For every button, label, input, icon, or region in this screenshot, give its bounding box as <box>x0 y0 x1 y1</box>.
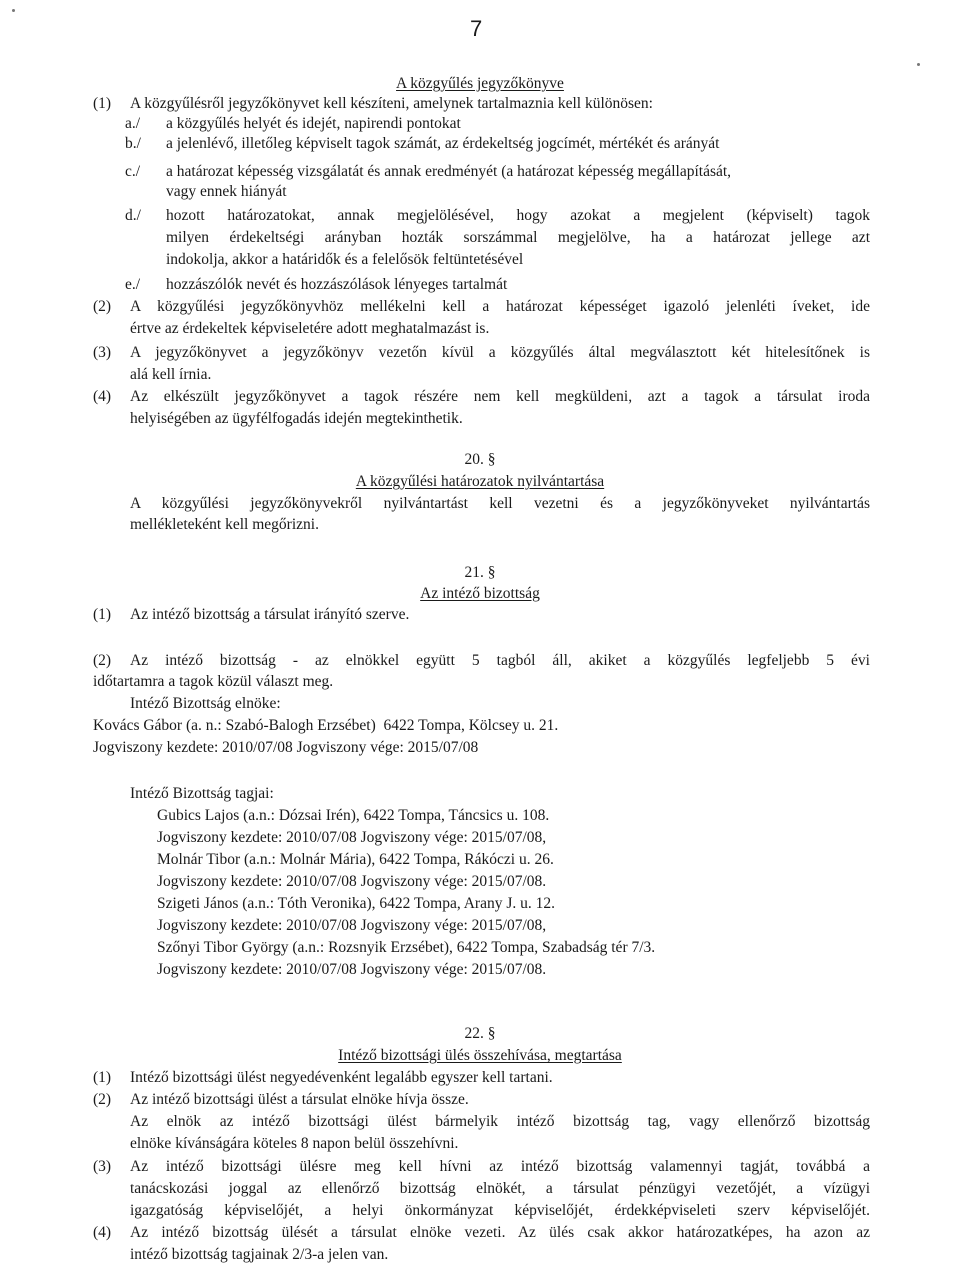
section-title: Az intéző bizottság <box>420 585 540 602</box>
paragraph-number: (2) <box>93 1091 112 1108</box>
paragraph-number: (4) <box>93 388 112 405</box>
paragraph-text: A közgyűlésről jegyzőkönyvet kell készíteni, amelynek tartalmaznia kell különösen: <box>130 95 653 112</box>
paragraph-text: tanácskozási joggal az ellenőrző bizottság elnökét, a társulat pénzügyi vezetőjét, a vízügyi <box>130 1180 870 1197</box>
scan-speck <box>12 9 15 12</box>
member-line: Szigeti János (a.n.: Tóth Veronika), 6422 Tompa, Arany J. u. 12. <box>157 895 555 912</box>
list-item-text: milyen érdekeltségi arányban hozták sorszámmal megjelölve, ha a határozat jellege azt <box>166 229 870 246</box>
list-item-text: hozott határozatokat, annak megjelölésével, hogy azokat a megjelent (képviselt) tagok <box>166 207 870 224</box>
member-line: Jogviszony kezdete: 2010/07/08 Jogviszony vége: 2015/07/08. <box>157 873 547 890</box>
section-number: 20. § <box>464 451 496 468</box>
paragraph-text: igazgatóság képviselőjét, a helyi önkormányzat képviselőjét, érdekképviseleti szerv képviselőjét. <box>130 1202 870 1219</box>
member-line: Jogviszony kezdete: 2010/07/08 Jogviszony vége: 2015/07/08. <box>157 961 547 978</box>
section-title: Intéző bizottsági ülés összehívása, megtartása <box>338 1047 622 1064</box>
paragraph-text: Az intéző bizottsági ülésre meg kell hívni az intéző bizottság valamennyi tagját, továbbá a <box>130 1158 870 1175</box>
chair-label: Intéző Bizottság elnöke: <box>130 695 281 712</box>
page-number: 7 <box>470 16 483 41</box>
paragraph-number: (1) <box>93 95 112 112</box>
list-item-label: a./ <box>125 115 141 132</box>
paragraph-text: A közgyűlési jegyzőkönyvhöz mellékelni kell a határozat képességet igazoló jelenléti íveket, ide <box>130 298 870 315</box>
paragraph-text: értve az érdekeltek képviseletére adott meghatalmazást is. <box>130 320 490 337</box>
member-line: Molnár Tibor (a.n.: Molnár Mária), 6422 Tompa, Rákóczi u. 26. <box>157 851 554 868</box>
list-item-text: indokolja, akkor a határidők és a felelősök feltüntetésével <box>166 251 524 268</box>
paragraph-text: Az intéző bizottság ülését a társulat elnöke vezeti. Az ülés csak akkor határozatképes, ha azon az <box>130 1224 870 1241</box>
paragraph-text: helyiségében az ügyfélfogadás idején megtekinthetik. <box>130 410 463 427</box>
paragraph-number: (4) <box>93 1224 112 1241</box>
section-title: A közgyűlési határozatok nyilvántartása <box>355 473 605 490</box>
paragraph-text: Az elnök az intéző bizottsági ülést bármelyik intéző bizottság tag, vagy ellenőrző bizottság <box>130 1113 870 1130</box>
list-item-text: a jelenlévő, illetőleg képviselt tagok számát, az érdekeltség jogcímét, mértékét és arányát <box>166 135 720 152</box>
section-number: 21. § <box>464 564 496 581</box>
list-item-label: c./ <box>125 163 141 180</box>
list-item-text: a közgyűlés helyét és idejét, napirendi pontokat <box>166 115 461 132</box>
paragraph-text: mellékleteként kell megőrizni. <box>130 516 319 533</box>
list-item-text: a határozat képesség vizsgálatát és annak eredményét (a határozat képesség megállapítását, <box>166 163 732 180</box>
paragraph-number: (1) <box>93 606 112 623</box>
scan-speck <box>917 63 920 66</box>
list-item-label: b./ <box>125 135 141 152</box>
section-title-minutes: A közgyűlés jegyzőkönyve <box>396 75 564 92</box>
member-line: Jogviszony kezdete: 2010/07/08 Jogviszony vége: 2015/07/08, <box>157 917 547 934</box>
paragraph-text: elnöke kívánságára köteles 8 napon belül összehívni. <box>130 1135 459 1152</box>
paragraph-text: Intéző bizottsági ülést negyedévenként legalább egyszer kell tartani. <box>130 1069 553 1086</box>
paragraph-number: (2) <box>93 652 112 669</box>
paragraph-text: A közgyűlési jegyzőkönyvekről nyilvántartást kell vezetni és a jegyzőkönyveket nyilvántartás <box>130 495 870 512</box>
paragraph-number: (3) <box>93 1158 112 1175</box>
section-number: 22. § <box>464 1025 496 1042</box>
list-item-text: vagy ennek hiányát <box>166 183 287 200</box>
paragraph-text: Az elkészült jegyzőkönyvet a tagok részére nem kell megküldeni, azt a tagok a társulat iroda <box>130 388 870 405</box>
chair-term: Jogviszony kezdete: 2010/07/08 Jogviszony vége: 2015/07/08 <box>93 739 479 756</box>
chair-details: Kovács Gábor (a. n.: Szabó-Balogh Erzsébet) 6422 Tompa, Kölcsey u. 21. <box>93 717 559 734</box>
paragraph-number: (3) <box>93 344 112 361</box>
paragraph-number: (2) <box>93 298 112 315</box>
list-item-text: hozzászólók nevét és hozzászólások lényeges tartalmát <box>166 276 508 293</box>
paragraph-number: (1) <box>93 1069 112 1086</box>
paragraph-text: Az intéző bizottság a társulat irányító szerve. <box>130 606 410 623</box>
paragraph-text: A jegyzőkönyvet a jegyzőkönyv vezetőn kívül a közgyűlés által megválasztott két hitelesítőnek is <box>130 344 870 361</box>
member-line: Szőnyi Tibor György (a.n.: Rozsnyik Erzsébet), 6422 Tompa, Szabadság tér 7/3. <box>157 939 656 956</box>
list-item-label: d./ <box>125 207 141 224</box>
paragraph-text: Az intéző bizottság - az elnökkel együtt 5 tagból áll, akiket a közgyűlés legfeljebb 5 évi <box>130 652 870 669</box>
paragraph-text: időtartamra a tagok közül választ meg. <box>93 673 334 690</box>
members-label: Intéző Bizottság tagjai: <box>130 785 274 802</box>
paragraph-text: Az intéző bizottsági ülést a társulat elnöke hívja össze. <box>130 1091 469 1108</box>
member-line: Gubics Lajos (a.n.: Dózsai Irén), 6422 Tompa, Táncsics u. 108. <box>157 807 550 824</box>
paragraph-text: alá kell írnia. <box>130 366 212 383</box>
paragraph-text: intéző bizottság tagjainak 2/3-a jelen van. <box>130 1246 389 1263</box>
member-line: Jogviszony kezdete: 2010/07/08 Jogviszony vége: 2015/07/08, <box>157 829 547 846</box>
list-item-label: e./ <box>125 276 141 293</box>
